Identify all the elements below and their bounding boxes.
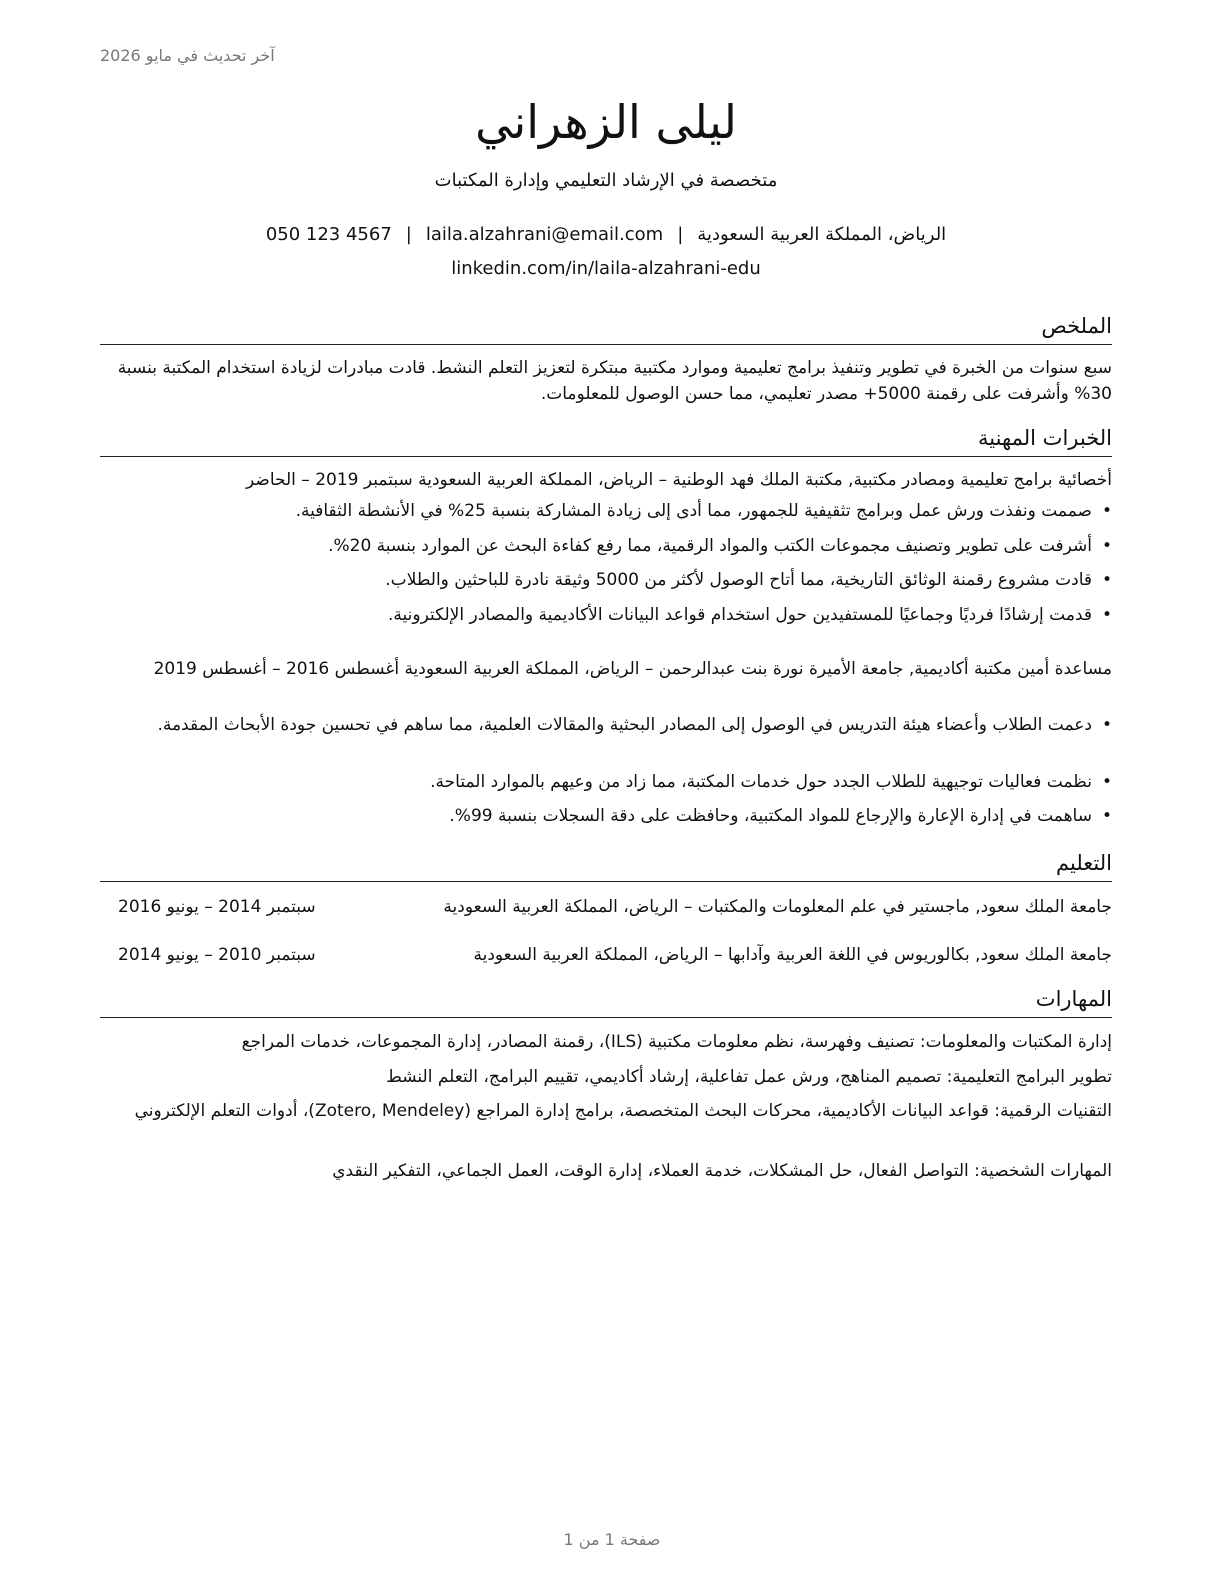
job-bullet: • نظمت فعاليات توجيهية للطلاب الجدد حول خدمات المكتبة، مما زاد من وعيهم بالموارد المتاحة. — [430, 772, 1112, 792]
summary-heading: الملخص — [100, 312, 1112, 345]
education-date: سبتمبر 2014 – يونيو 2016 — [118, 897, 316, 917]
education-text: جامعة الملك سعود, ماجستير في علم المعلومات والمكتبات – الرياض، المملكة العربية السعودية — [443, 897, 1112, 917]
job-bullet: • صممت ونفذت ورش عمل وبرامج تثقيفية للجمهور، مما أدى إلى زيادة المشاركة بنسبة 25% في الأنشطة الثقافية. — [295, 501, 1112, 521]
page-number: صفحة 1 من 1 — [563, 1530, 661, 1549]
contact-linkedin[interactable]: linkedin.com/in/laila-alzahrani-edu — [451, 258, 761, 279]
skills-heading: المهارات — [100, 985, 1112, 1018]
contact-separator: | — [677, 224, 684, 245]
job-bullet: • دعمت الطلاب وأعضاء هيئة التدريس في الوصول إلى المصادر البحثية والمقالات العلمية، مما ساهم في تحسين جودة الأبحاث المقدمة. — [157, 715, 1112, 735]
education-item — [100, 942, 1112, 968]
education-date: سبتمبر 2010 – يونيو 2014 — [118, 945, 316, 965]
candidate-name: ليلى الزهراني — [475, 95, 737, 149]
contact-email[interactable]: laila.alzahrani@email.com — [425, 224, 664, 245]
candidate-title: متخصصة في الإرشاد التعليمي وإدارة المكتبات — [434, 170, 778, 191]
summary-text: سبع سنوات من الخبرة في تطوير وتنفيذ برامج تعليمية وموارد مكتبية مبتكرة لتعزيز التعلم النشط. قادت مبادرات لزيادة استخدام المكتبة بنسبة 30% وأشرفت على رقمنة 5000+ مصدر تعليمي، مما حسن الوصول للمعلومات. — [117, 358, 1112, 404]
skill-line: إدارة المكتبات والمعلومات: تصنيف وفهرسة، نظم معلومات مكتبية (ILS)، رقمنة المصادر، إدارة المجموعات، خدمات المراجع — [241, 1032, 1112, 1052]
contact-separator: | — [405, 224, 412, 245]
job-bullet: • ساهمت في إدارة الإعارة والإرجاع للمواد المكتبية، وحافظت على دقة السجلات بنسبة 99%. — [449, 806, 1112, 826]
contact-location: الرياض، المملكة العربية السعودية — [697, 224, 947, 245]
experience-heading: الخبرات المهنية — [100, 424, 1112, 457]
job-header: أخصائية برامج تعليمية ومصادر مكتبية, مكتبة الملك فهد الوطنية – الرياض، المملكة العربية السعودية سبتمبر 2019 – الحاضر — [246, 470, 1112, 490]
last-updated-note: آخر تحديث في مايو 2026 — [100, 46, 275, 65]
education-item — [100, 894, 1112, 920]
education-heading: التعليم — [100, 849, 1112, 882]
education-text: جامعة الملك سعود, بكالوريوس في اللغة العربية وآدابها – الرياض، المملكة العربية السعودية — [473, 945, 1112, 965]
job-header: مساعدة أمين مكتبة أكاديمية, جامعة الأميرة نورة بنت عبدالرحمن – الرياض، المملكة العربية السعودية أغسطس 2016 – أغسطس 2019 — [153, 659, 1112, 679]
contact-line — [100, 224, 1112, 245]
contact-phone: 050 123 4567 — [265, 224, 392, 245]
skill-line: التقنيات الرقمية: قواعد البيانات الأكاديمية، محركات البحث المتخصصة، برامج إدارة المراجع (Zotero, Mendeley)، أدوات التعلم الإلكتروني — [134, 1101, 1112, 1121]
job-bullet: • قدمت إرشادًا فرديًا وجماعيًا للمستفيدين حول استخدام قواعد البيانات الأكاديمية والمصادر الإلكترونية. — [388, 605, 1112, 625]
skill-line: المهارات الشخصية: التواصل الفعال، حل المشكلات، خدمة العملاء، إدارة الوقت، العمل الجماعي، التفكير النقدي — [332, 1161, 1112, 1181]
skill-line: تطوير البرامج التعليمية: تصميم المناهج، ورش عمل تفاعلية، إرشاد أكاديمي، تقييم البرامج، التعلم النشط — [386, 1067, 1112, 1087]
job-bullet: • قادت مشروع رقمنة الوثائق التاريخية، مما أتاح الوصول لأكثر من 5000 وثيقة نادرة للباحثين والطلاب. — [385, 570, 1112, 590]
job-bullet: • أشرفت على تطوير وتصنيف مجموعات الكتب والمواد الرقمية، مما رفع كفاءة البحث عن الموارد بنسبة 20%. — [328, 536, 1112, 556]
